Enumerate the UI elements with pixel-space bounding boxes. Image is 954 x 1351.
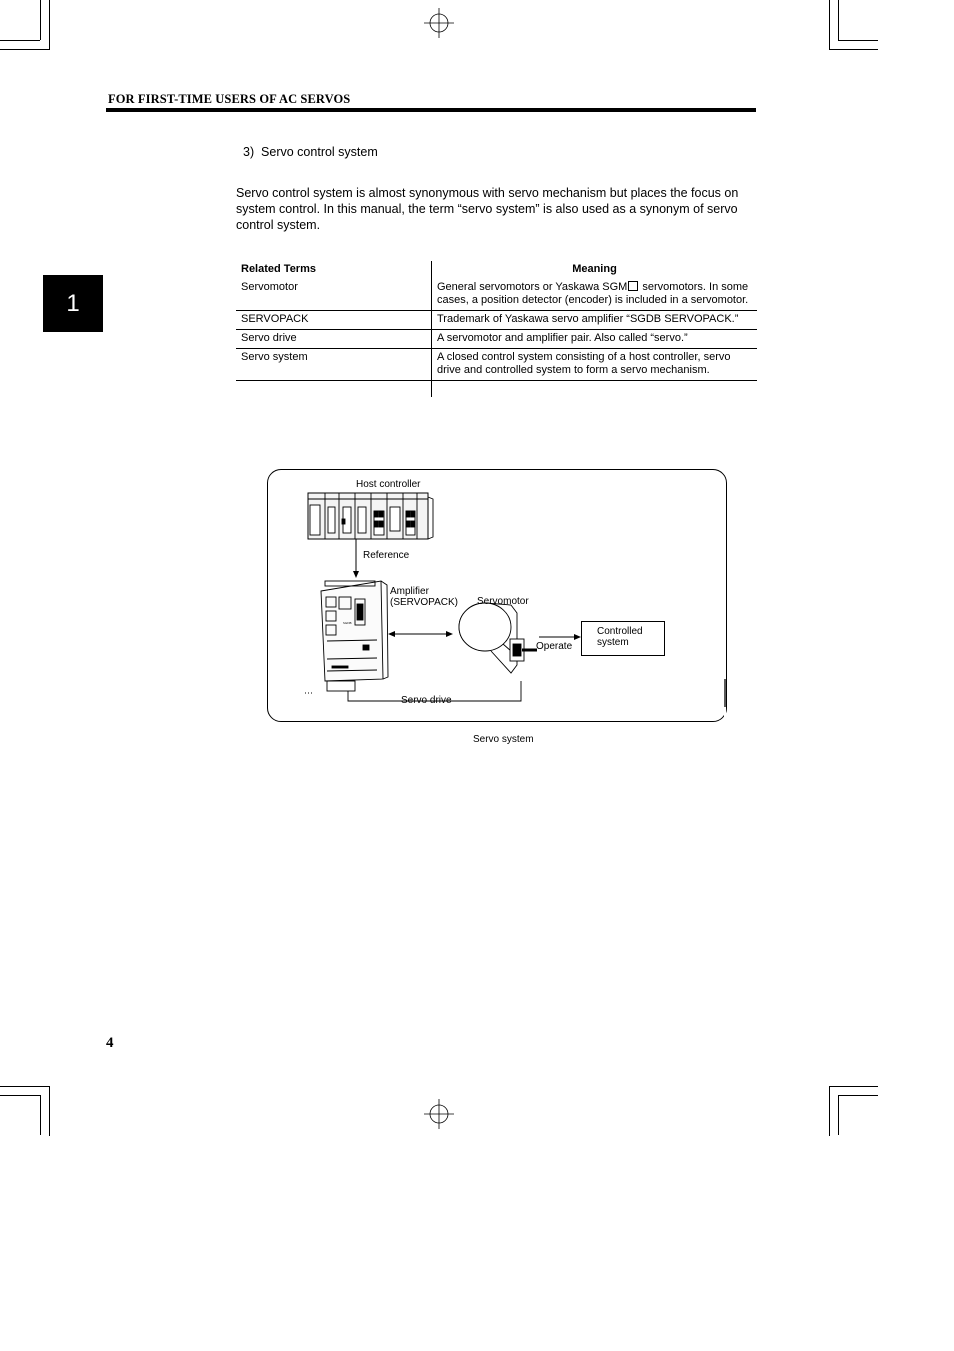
meaning-text: General servomotors or Yaskawa SGM — [437, 281, 628, 293]
crop-mark-top-left-v2 — [40, 0, 41, 40]
label-servomotor: Servomotor — [477, 596, 529, 607]
placeholder-box-icon — [628, 281, 638, 291]
meaning-cell: Trademark of Yaskawa servo amplifier “SGDB SERVOPACK.” — [432, 311, 758, 330]
reference-arrowhead — [353, 571, 359, 578]
term-cell: Servomotor — [236, 279, 432, 311]
running-head: FOR FIRST-TIME USERS OF AC SERVOS — [108, 92, 351, 106]
registration-mark-top — [424, 8, 454, 38]
crop-mark-top-left-v — [49, 0, 50, 50]
meaning-text: servomotors. In some cases, a position detector (encoder) is included in a servomotor. — [437, 281, 749, 306]
header-rule — [106, 108, 756, 112]
servomotor-illustration — [459, 603, 537, 673]
arrowhead-left — [388, 631, 395, 637]
chapter-tab: 1 — [43, 275, 103, 332]
meaning-cell: A servomotor and amplifier pair. Also called “servo.” — [432, 330, 758, 349]
label-controlled-system: system — [597, 637, 629, 648]
table-header-row — [236, 261, 757, 279]
operate-arrowhead — [574, 634, 581, 640]
crop-mark-bottom-left-h2 — [0, 1095, 40, 1096]
term-cell: Servo drive — [236, 330, 432, 349]
meaning-cell — [432, 279, 758, 311]
section-heading: 3) Servo control system — [243, 145, 378, 159]
label-controlled: Controlled — [597, 626, 643, 637]
servopack-illustration — [305, 581, 388, 693]
label-amplifier: Amplifier — [390, 586, 429, 597]
table-row — [236, 349, 757, 381]
table-row — [236, 330, 757, 349]
table-spacer-row — [236, 381, 757, 398]
arrowhead-right — [446, 631, 453, 637]
crop-mark-top-right-h — [829, 49, 878, 50]
crop-mark-bottom-right-v2 — [838, 1095, 839, 1135]
crop-mark-bottom-right-h2 — [838, 1095, 878, 1096]
host-controller-illustration — [308, 493, 433, 539]
svg-text:SGDB: SGDB — [343, 621, 352, 625]
table-row — [236, 311, 757, 330]
table-row — [236, 279, 757, 311]
crop-mark-bottom-right-v — [829, 1086, 830, 1136]
table-header-terms: Related Terms — [241, 263, 316, 275]
term-cell: Servo system — [236, 349, 432, 381]
registration-mark-bottom — [424, 1099, 454, 1129]
page-number: 4 — [106, 1035, 114, 1051]
figure-caption: Servo system — [473, 734, 534, 745]
term-cell: SERVOPACK — [236, 311, 432, 330]
crop-mark-bottom-right-h — [829, 1086, 878, 1087]
label-operate: Operate — [536, 641, 573, 652]
crop-mark-bottom-left-h — [0, 1086, 50, 1087]
label-reference: Reference — [363, 550, 410, 561]
crop-mark-top-right-v2 — [838, 0, 839, 40]
label-host-controller: Host controller — [356, 479, 421, 490]
section-paragraph: Servo control system is almost synonymous with servo mechanism but places the focus on system control. In this manual, the term “servo system” is also used as a synonym of servo control system. — [236, 186, 739, 232]
label-servopack: (SERVOPACK) — [390, 597, 458, 608]
meaning-cell: A closed control system consisting of a host controller, servo drive and controlled system to form a servo mechanism. — [432, 349, 758, 381]
table-header-meaning: Meaning — [432, 261, 758, 279]
crop-mark-top-right-h2 — [838, 40, 878, 41]
crop-mark-top-left-h — [0, 49, 50, 50]
related-terms-table — [236, 261, 757, 397]
crop-mark-top-right-v — [829, 0, 830, 50]
crop-mark-bottom-left-v2 — [40, 1095, 41, 1135]
label-servo-drive: Servo drive — [401, 695, 452, 706]
crop-mark-top-left-h2 — [0, 40, 40, 41]
crop-mark-bottom-left-v — [49, 1086, 50, 1136]
